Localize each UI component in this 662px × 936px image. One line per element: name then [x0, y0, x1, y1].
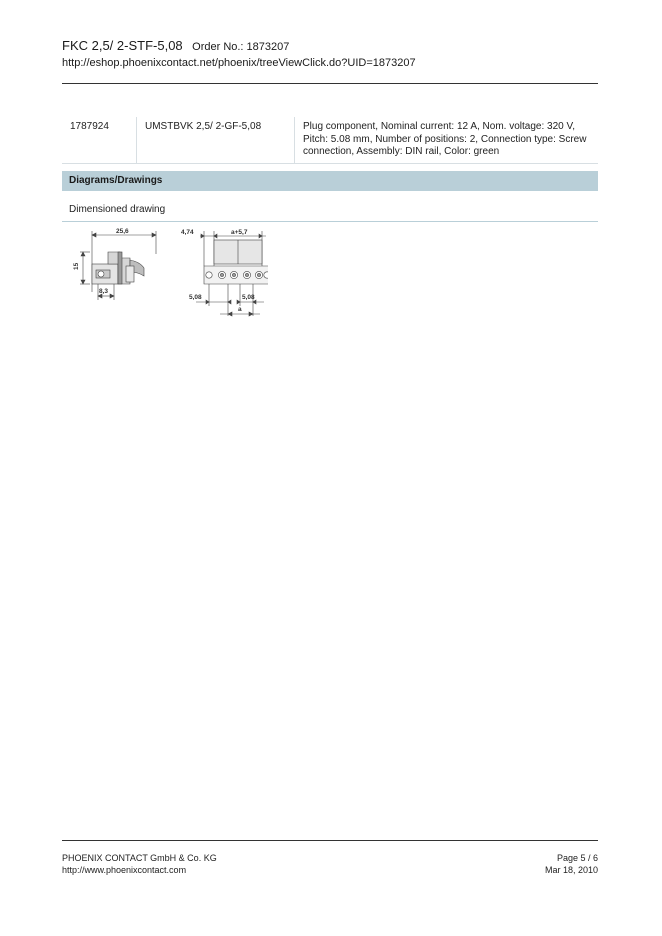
product-name: FKC 2,5/ 2-STF-5,08 [62, 38, 183, 53]
description-line: Pitch: 5.08 mm, Number of positions: 2, Connection type: Screw [303, 133, 587, 145]
footer-left [62, 853, 217, 876]
order-number: Order No.: 1873207 [192, 41, 290, 53]
subtitle-divider [62, 221, 598, 222]
company-website[interactable]: http://www.phoenixcontact.com [62, 864, 187, 875]
dim-pitch-left-label: 5,08 [189, 294, 202, 301]
section-header [62, 171, 598, 191]
accessory-number: 1787924 [62, 117, 137, 163]
dim-width-label: 25,6 [116, 228, 129, 235]
document-header [62, 38, 598, 70]
dim-bottom-label: 8,3 [99, 288, 109, 295]
dim-offset-label: 4,74 [181, 229, 194, 236]
dim-height-label: 15 [73, 262, 80, 270]
page-number: Page 5 / 6 [556, 853, 598, 863]
accessory-name: UMSTBVK 2,5/ 2-GF-5,08 [137, 117, 295, 163]
side-view-drawing [80, 231, 156, 300]
dimensioned-drawing [68, 226, 268, 322]
document-date: Mar 18, 2010 [544, 864, 598, 875]
product-url[interactable]: http://eshop.phoenixcontact.net/phoenix/treeViewClick.do?UID=1873207 [62, 57, 416, 69]
accessory-description [295, 117, 598, 163]
description-line: Plug component, Nominal current: 12 A, Nom. voltage: 320 V, [303, 121, 576, 132]
dim-a-plus-label: a+5,7 [231, 229, 248, 236]
dim-pitch-right-label: 5,08 [242, 294, 255, 301]
table-row [62, 117, 598, 164]
footer-right [545, 853, 598, 876]
title-line [62, 38, 598, 55]
front-view-drawing [196, 231, 268, 316]
description-line: connection, Assembly: DIN rail, Color: green [303, 146, 500, 157]
company-name: PHOENIX CONTACT GmbH & Co. KG [62, 853, 217, 863]
dim-a-label: a [238, 306, 242, 313]
footer-divider [62, 840, 598, 841]
header-divider [62, 83, 598, 84]
section-title: Diagrams/Drawings [69, 175, 163, 186]
accessory-table [62, 117, 598, 164]
section-subtitle: Dimensioned drawing [69, 204, 166, 215]
